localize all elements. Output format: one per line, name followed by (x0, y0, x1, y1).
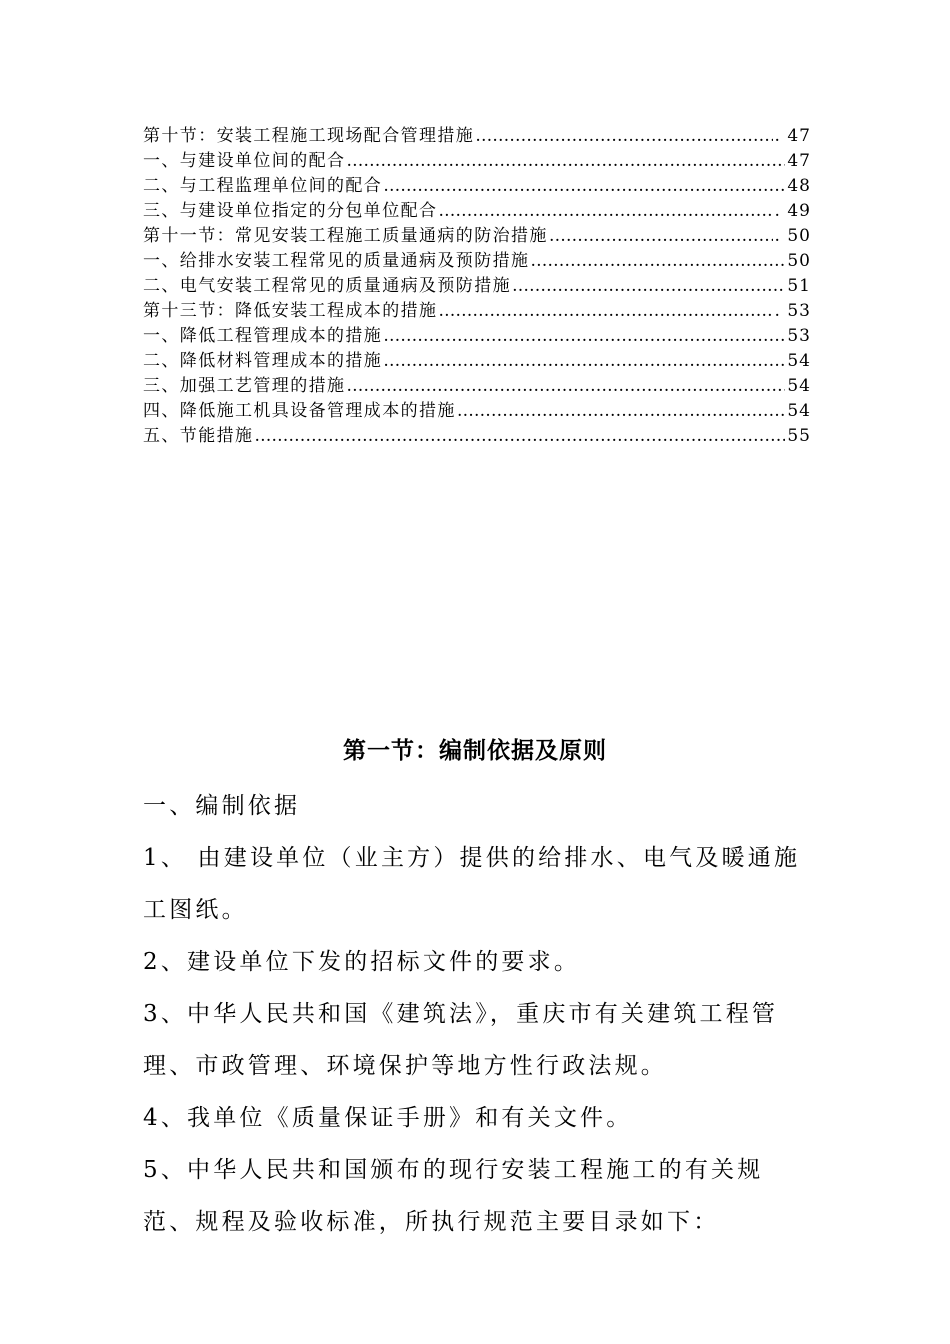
toc-entry-page: . 53 (774, 301, 811, 321)
body-paragraph: 5、中华人民共和国颁布的现行安装工程施工的有关规范、规程及验收标准，所执行规范主要目录如下： (143, 1157, 764, 1235)
toc-entry[interactable] (143, 424, 811, 449)
toc-dot-leader (512, 274, 785, 299)
toc-entry-title: 三、加强工艺管理的措施 (143, 376, 346, 396)
toc-entry[interactable] (143, 324, 811, 349)
toc-entry-page: 47 (787, 151, 811, 171)
toc-entry-page: . 49 (774, 201, 811, 221)
toc-entry-title: 三、与建设单位指定的分包单位配合 (143, 201, 438, 221)
toc-entry-page: . 47 (774, 126, 811, 146)
toc-entry-page: 50 (787, 251, 811, 271)
toc-entry-page: 54 (787, 401, 811, 421)
toc-entry-page: 48 (787, 176, 811, 196)
toc-entry[interactable] (143, 224, 811, 249)
toc-entry-title: 第十节：安装工程施工现场配合管理措施 (143, 126, 475, 146)
toc-entry-title: 一、给排水安装工程常见的质量通病及预防措施 (143, 251, 530, 271)
table-of-contents (143, 124, 811, 449)
toc-entry[interactable] (143, 199, 811, 224)
toc-entry-title: 四、降低施工机具设备管理成本的措施 (143, 401, 456, 421)
toc-entry[interactable] (143, 349, 811, 374)
toc-entry-page: 54 (787, 376, 811, 396)
toc-entry-title: 一、与建设单位间的配合 (143, 151, 346, 171)
toc-entry-page: . 50 (774, 226, 811, 246)
toc-dot-leader (438, 199, 772, 224)
section-body (143, 780, 811, 1248)
toc-dot-leader (383, 174, 785, 199)
toc-dot-leader (383, 324, 785, 349)
toc-dot-leader (346, 374, 785, 399)
toc-entry-page: 51 (787, 276, 811, 296)
section-title: 第一节：编制依据及原则 (343, 738, 607, 764)
toc-entry-title: 第十一节：常见安装工程施工质量通病的防治措施 (143, 226, 548, 246)
toc-entry[interactable] (143, 374, 811, 399)
toc-entry-title: 五、节能措施 (143, 426, 254, 446)
toc-entry-page: 55 (787, 426, 811, 446)
toc-entry[interactable] (143, 124, 811, 149)
toc-dot-leader (254, 424, 785, 449)
toc-entry[interactable] (143, 274, 811, 299)
body-paragraph: 2、建设单位下发的招标文件的要求。 (143, 949, 581, 975)
toc-entry-title: 二、降低材料管理成本的措施 (143, 351, 383, 371)
toc-dot-leader (346, 149, 785, 174)
toc-entry-page: 53 (787, 326, 811, 346)
body-paragraph: 3、中华人民共和国《建筑法》，重庆市有关建筑工程管理、市政管理、环境保护等地方性行政法规。 (143, 1001, 779, 1079)
body-paragraph: 1、 由建设单位（业主方）提供的给排水、电气及暖通施工图纸。 (143, 845, 801, 923)
toc-entry-title: 第十三节：降低安装工程成本的措施 (143, 301, 438, 321)
body-paragraph: 4、我单位《质量保证手册》和有关文件。 (143, 1105, 633, 1131)
toc-dot-leader (475, 124, 772, 149)
toc-entry[interactable] (143, 249, 811, 274)
toc-dot-leader (383, 349, 785, 374)
toc-dot-leader (549, 224, 773, 249)
toc-entry[interactable] (143, 299, 811, 324)
toc-entry-title: 二、电气安装工程常见的质量通病及预防措施 (143, 276, 511, 296)
subsection-heading: 一、编制依据 (143, 793, 301, 819)
toc-dot-leader (457, 399, 786, 424)
toc-dot-leader (438, 299, 772, 324)
toc-entry[interactable] (143, 174, 811, 199)
toc-entry-title: 一、降低工程管理成本的措施 (143, 326, 383, 346)
toc-entry-page: 54 (787, 351, 811, 371)
toc-entry-title: 二、与工程监理单位间的配合 (143, 176, 383, 196)
toc-dot-leader (530, 249, 785, 274)
toc-entry[interactable] (143, 399, 811, 424)
toc-entry[interactable] (143, 149, 811, 174)
